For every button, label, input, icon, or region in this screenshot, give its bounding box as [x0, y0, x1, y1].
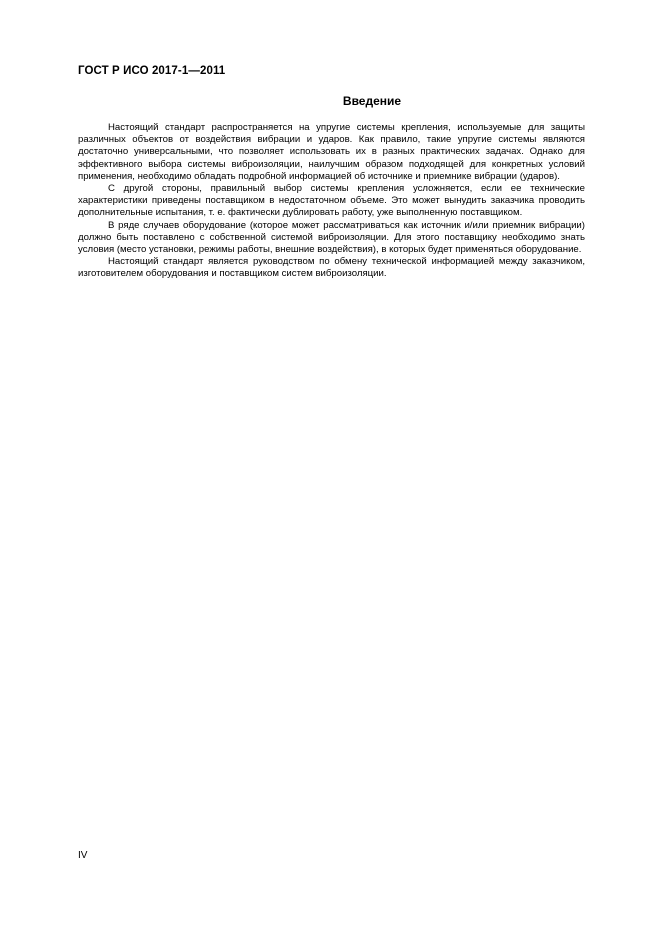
- document-header: ГОСТ Р ИСО 2017-1—2011: [78, 65, 226, 77]
- paragraph: В ряде случаев оборудование (которое может рассматриваться как источник и/или приемник вибрации) должно быть поставлено с собственной системой виброизоляции. Для этого поставщику необходимо знать условия (место установки, режимы работы, внешние воздействия), в которых будет применяться оборудование.: [78, 219, 585, 256]
- paragraph: Настоящий стандарт является руководством по обмену технической информацией между заказчиком, изготовителем оборудования и поставщиком систем виброизоляции.: [78, 256, 585, 280]
- page-number: IV: [78, 850, 88, 861]
- paragraph: С другой стороны, правильный выбор системы крепления усложняется, если ее технические характеристики приведены поставщиком в недостаточном объеме. Это может вынудить заказчика проводить дополнительные испытания, т. е. фактически дублировать работу, уже выполненную поставщиком.: [78, 183, 585, 219]
- section-body: [78, 122, 585, 281]
- section-title: Введение: [342, 94, 402, 108]
- paragraph: Настоящий стандарт распространяется на упругие системы крепления, используемые для защиты различных объектов от воздействия вибрации и ударов. Как правило, такие упругие системы являются достаточно универсальными, что позволяет использовать их в разных практических задачах. Однако для эффективного выбора системы виброизоляции, наилучшим образом подходящей для конкретных условий применения, необходимо обладать подробной информацией об источнике и приемнике вибрации (ударов).: [78, 122, 585, 182]
